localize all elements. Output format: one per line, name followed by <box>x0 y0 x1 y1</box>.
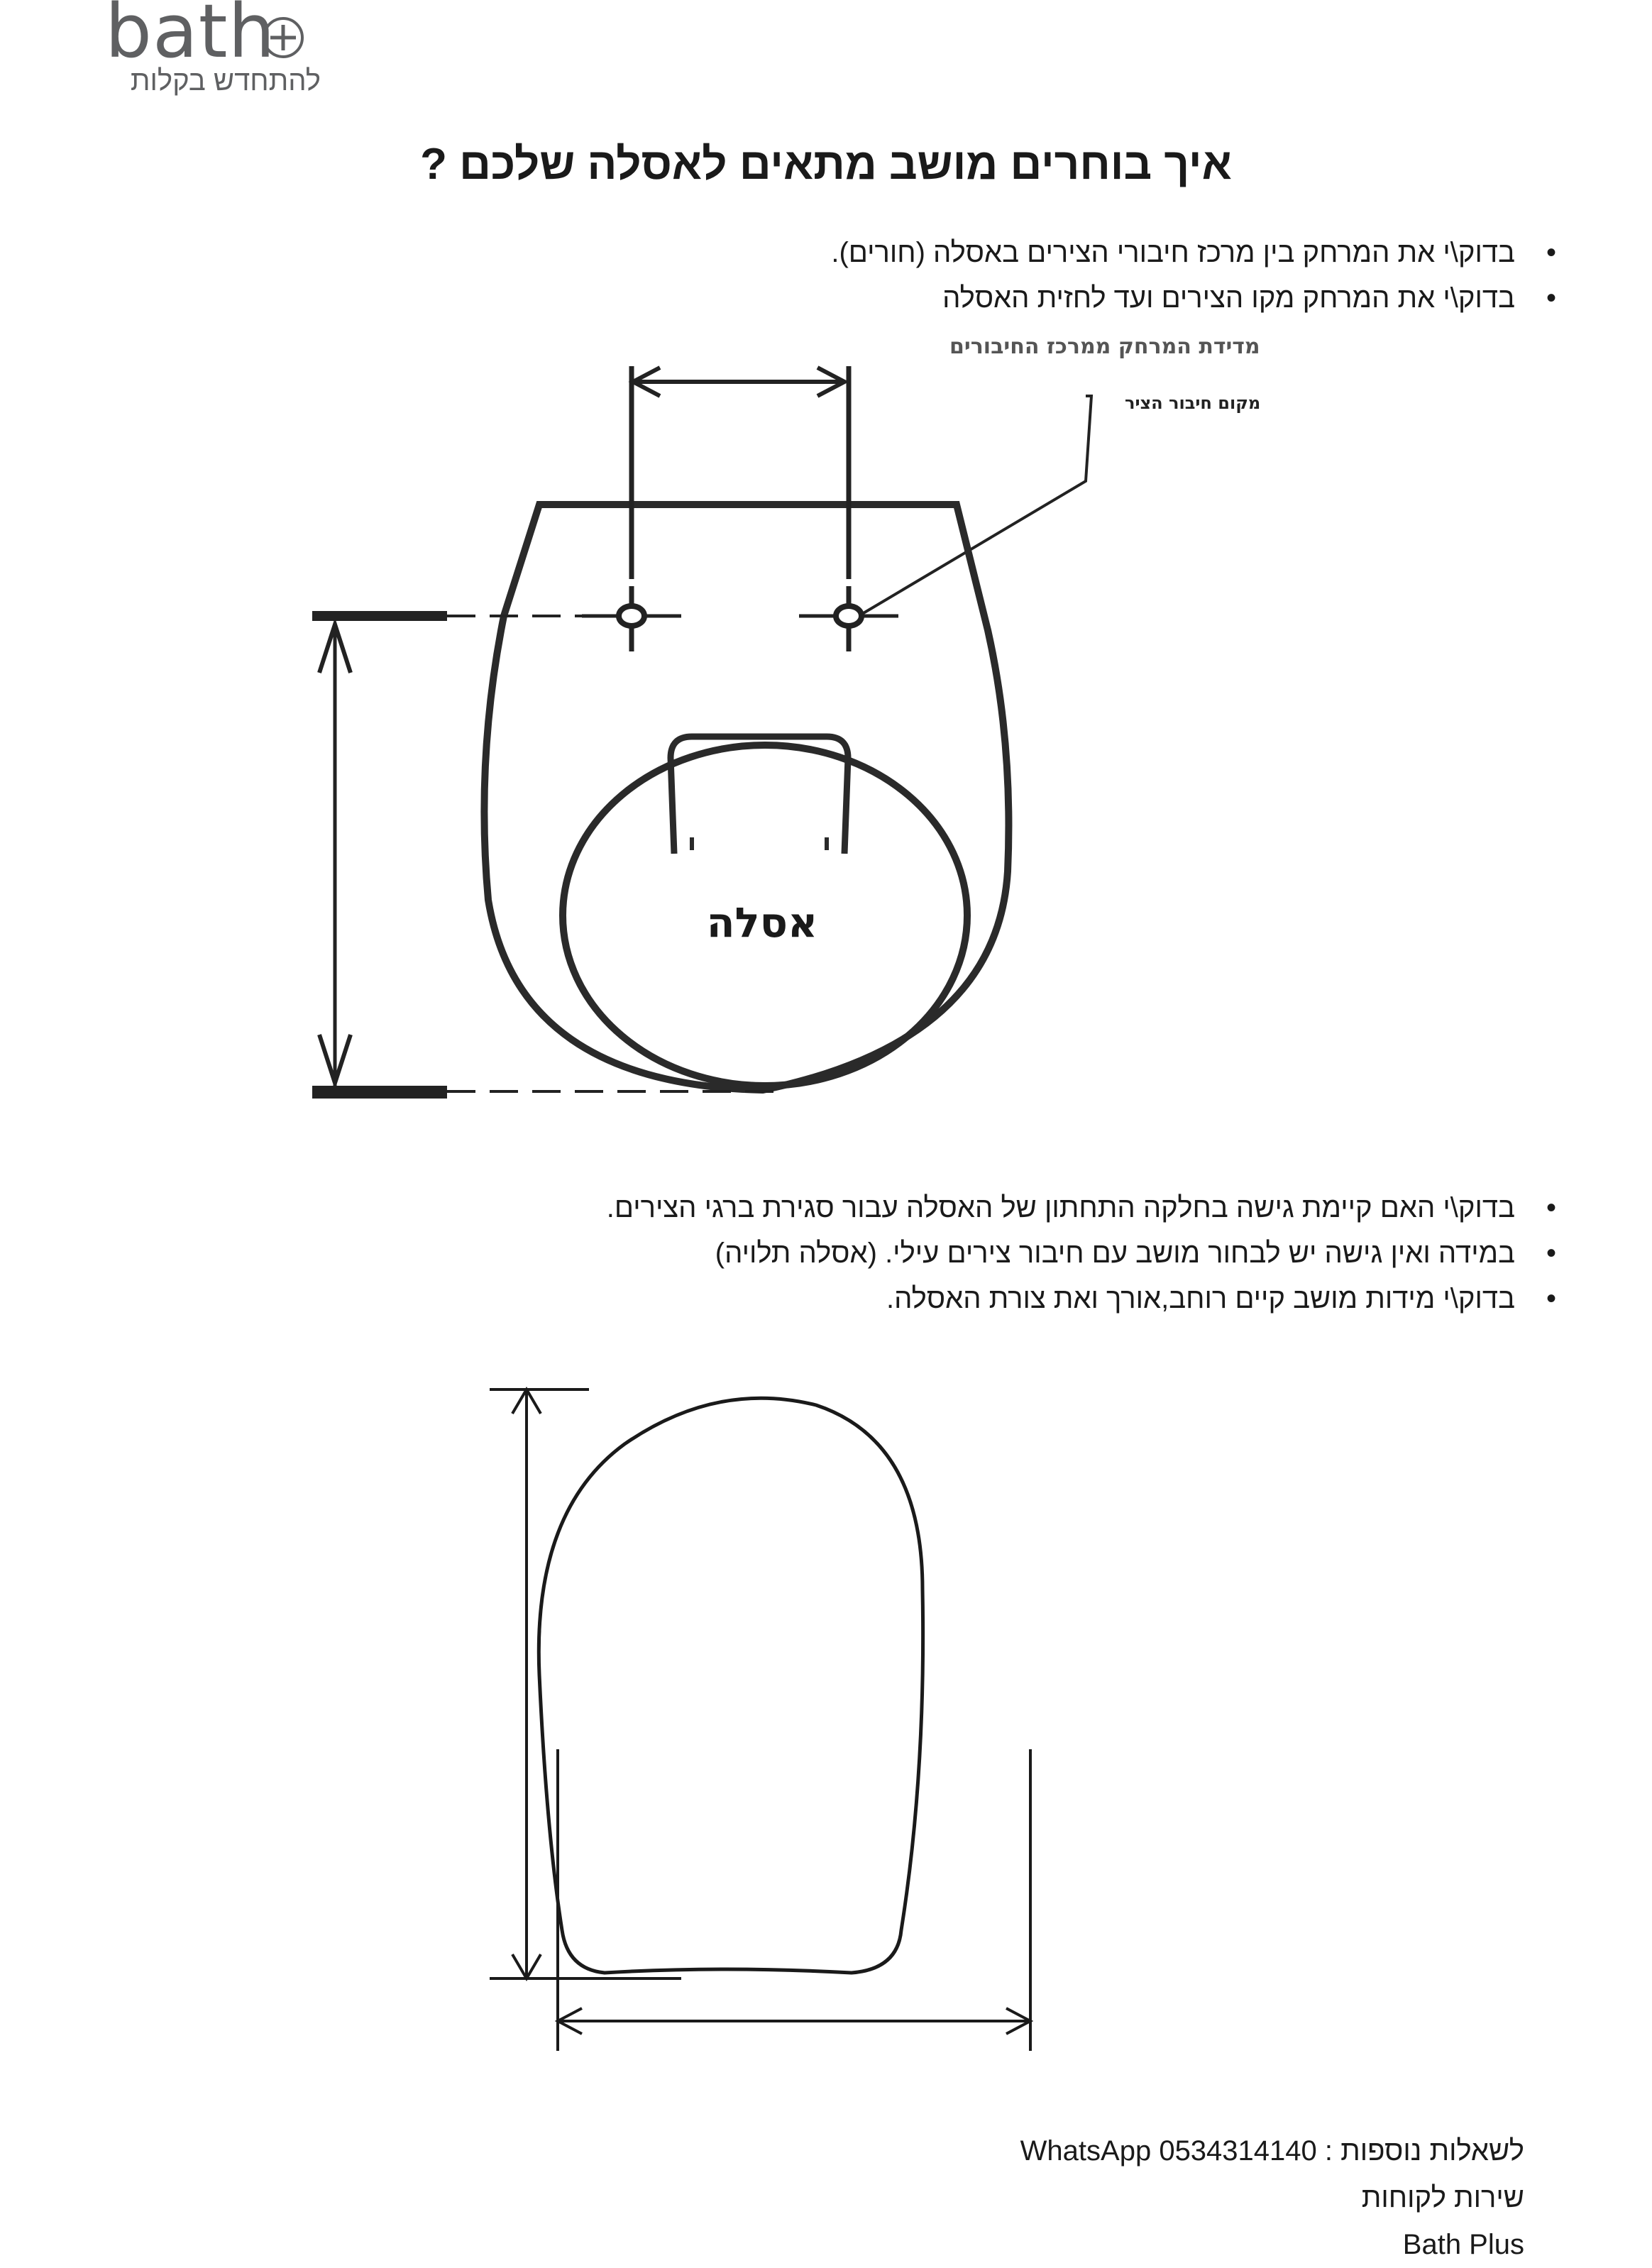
logo-tagline: להתחדש בקלות <box>130 65 321 97</box>
brand-logo <box>99 0 326 106</box>
toilet-label: אסלה <box>706 898 818 947</box>
list-item: • בדוק\י את המרחק מקו הצירים ועד לחזית האסלה <box>831 275 1556 321</box>
bullet-list-bottom <box>607 1185 1556 1321</box>
toilet-top-view-diagram <box>305 332 1261 1148</box>
page-title: איך בוחרים מושב מתאים לאסלה שלכם ? <box>420 140 1232 189</box>
contact-service: שירות לקוחות <box>1361 2182 1524 2213</box>
seat-outline <box>539 1398 923 1973</box>
contact-block <box>1020 2127 1524 2268</box>
list-item: • במידה ואין גישה יש לבחור מושב עם חיבור צירים עילי. (אסלה תלויה) <box>607 1231 1556 1276</box>
width-measurement-arrow <box>558 2008 1030 2034</box>
hinge-hole-right <box>799 606 898 626</box>
hinge-point-label: מקום חיבור הציר <box>1125 393 1261 413</box>
contact-company: Bath Plus <box>1402 2229 1524 2260</box>
list-item: • בדוק\י את המרחק בין מרכז חיבורי הצירים באסלה (חורים). <box>831 230 1556 275</box>
toilet-outline <box>484 505 1008 1090</box>
plus-circle-icon <box>261 16 305 60</box>
hinge-distance-arrow <box>633 368 844 396</box>
list-item: • בדוק\י מידות מושב קיים רוחב,אורך ואת צורת האסלה. <box>607 1276 1556 1321</box>
list-item: • בדוק\י האם קיימת גישה בחלקה התחתון של האסלה עבור סגירת ברגי הצירים. <box>607 1185 1556 1231</box>
length-measurement-arrow <box>512 1389 541 1978</box>
bullet-list-top <box>831 230 1556 321</box>
depth-measurement-arrow <box>312 611 773 1099</box>
contact-whatsapp: לשאלות נוספות : WhatsApp 0534314140 <box>1020 2135 1524 2167</box>
hinge-distance-label: מדידת המרחק ממרכז החיבורים <box>949 334 1260 359</box>
logo-word: bath <box>105 0 276 75</box>
seat-dimensions-diagram <box>483 1377 1050 2058</box>
